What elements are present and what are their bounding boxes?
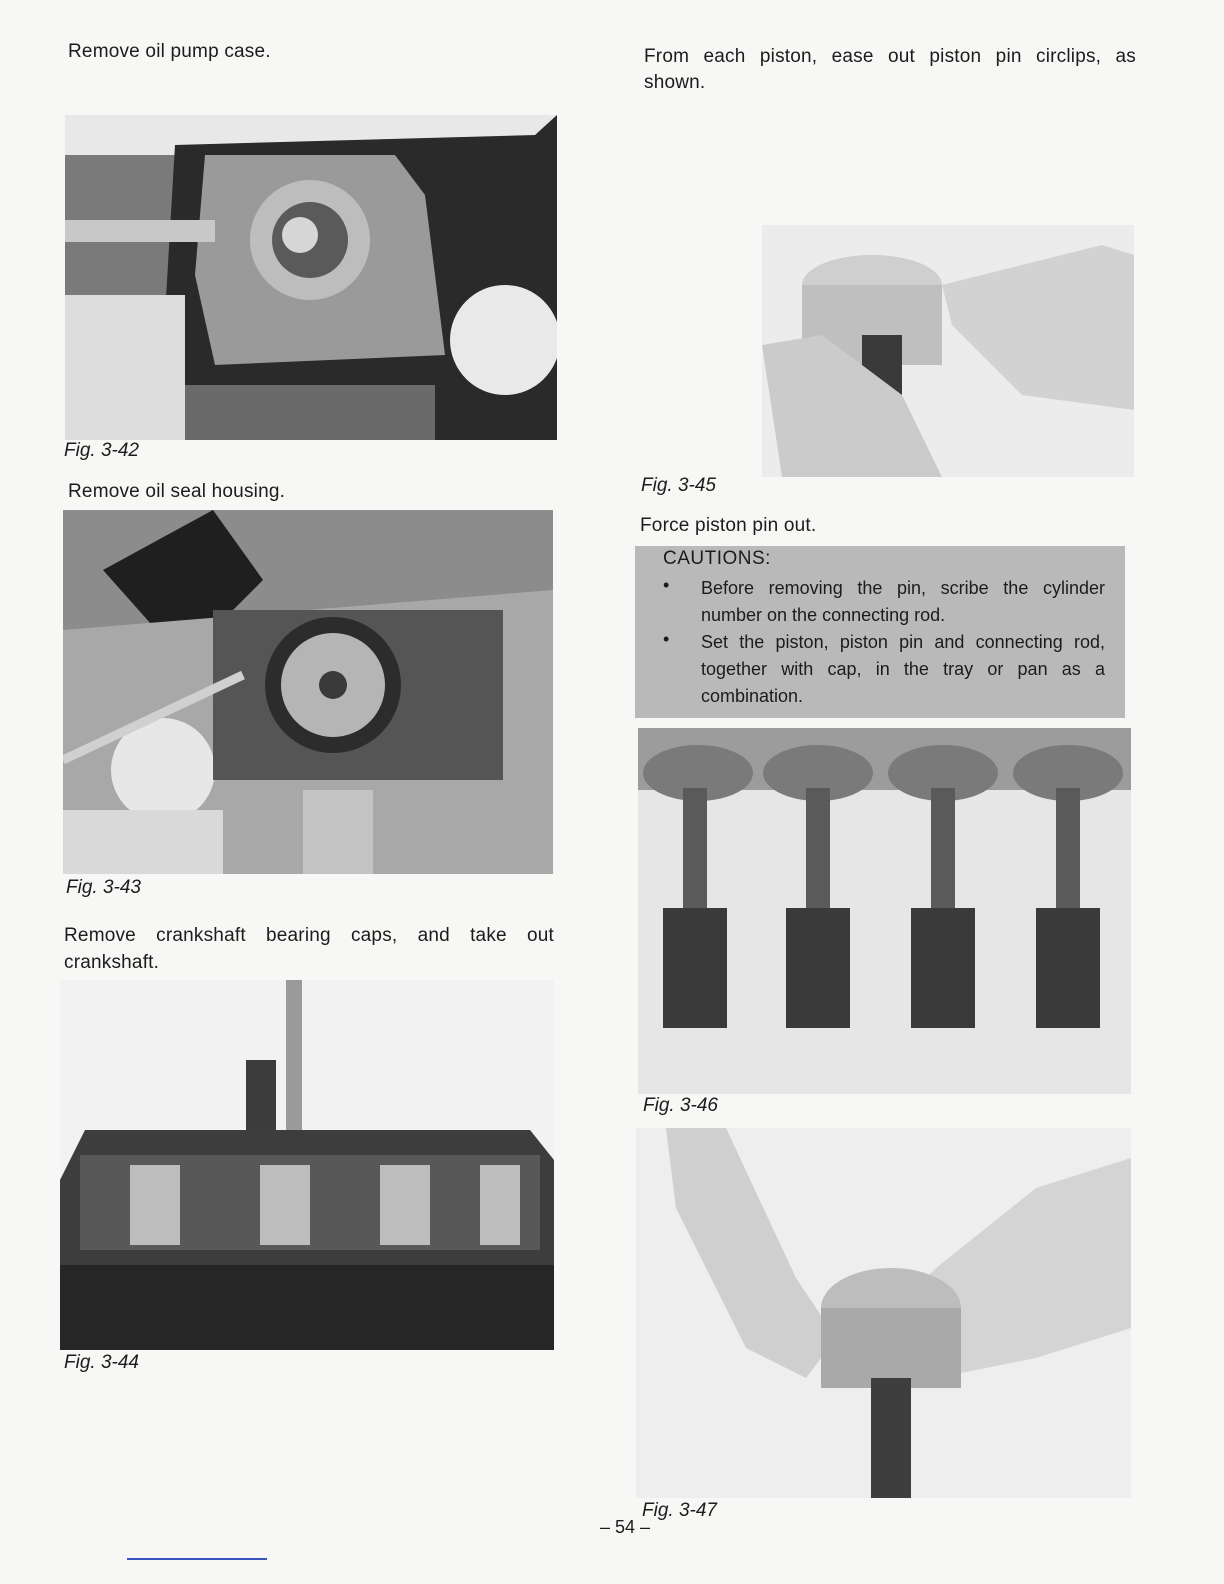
- instruction-ease-out-circlips-line1: From each piston, ease out piston pin circlips, as: [644, 46, 1136, 67]
- figure-caption-3-42: Fig. 3-42: [64, 440, 139, 461]
- cautions-box: [635, 546, 1125, 718]
- instruction-remove-oil-pump-case: Remove oil pump case.: [68, 41, 271, 62]
- figure-caption-3-46: Fig. 3-46: [643, 1095, 718, 1116]
- instruction-ease-out-circlips-line2: shown.: [644, 72, 706, 93]
- page-number: – 54 –: [600, 1517, 651, 1537]
- photo-oil-pump-case: [65, 115, 557, 440]
- figure-caption-3-43: Fig. 3-43: [66, 877, 141, 898]
- bullet-icon: •: [663, 629, 670, 649]
- caution-item-2: Set the piston, piston pin and connecting rod, together with cap, in the tray or pan as a combination.: [701, 632, 1105, 706]
- bullet-icon: •: [663, 575, 670, 595]
- cautions-title: CAUTIONS:: [663, 548, 771, 569]
- instruction-remove-oil-seal-housing: Remove oil seal housing.: [68, 481, 286, 502]
- figure-caption-3-45: Fig. 3-45: [641, 475, 716, 496]
- instruction-remove-crankshaft-line2: crankshaft.: [64, 952, 160, 973]
- photo-pistons-and-rods: [638, 728, 1131, 1094]
- footer-rule: [127, 1558, 267, 1560]
- photo-force-pin-out: [636, 1128, 1131, 1498]
- instruction-remove-crankshaft-line1: Remove crankshaft bearing caps, and take out: [64, 925, 554, 946]
- photo-oil-seal-housing: [63, 510, 553, 874]
- figure-caption-3-44: Fig. 3-44: [64, 1352, 139, 1373]
- photo-crankshaft-bearing-caps: [60, 980, 554, 1350]
- caution-item-1: Before removing the pin, scribe the cylinder number on the connecting rod.: [701, 578, 1105, 625]
- photo-piston-circlips: [762, 225, 1134, 477]
- instruction-force-piston-pin-out: Force piston pin out.: [640, 515, 817, 536]
- figure-caption-3-47: Fig. 3-47: [642, 1500, 717, 1521]
